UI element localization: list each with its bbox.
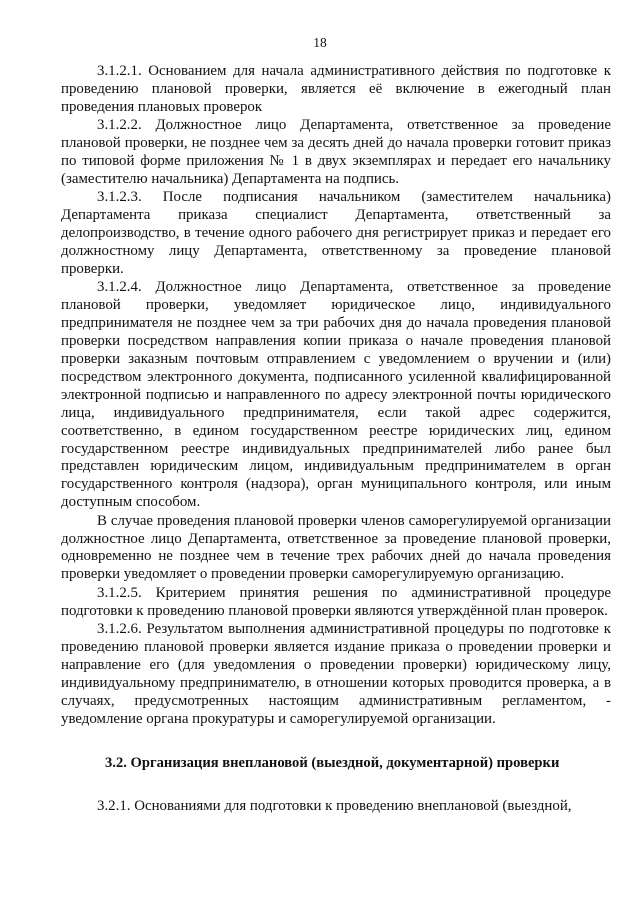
paragraph-3-1-2-2: 3.1.2.2. Должностное лицо Департамента, ответственное за проведение плановой проверки, не позднее чем за десять дней до начала проверки готовит приказ по типовой форме приложения № 1 в двух экземплярах и передает его начальнику (заместителю начальника) Департамента на подпись. xyxy=(61,117,611,187)
paragraph-3-1-2-1: 3.1.2.1. Основанием для начала административного действия по подготовке к проведению плановой проверки, является её включение в ежегодный план проведения плановых проверок xyxy=(61,63,611,115)
paragraph-sro-notification: В случае проведения плановой проверки членов саморегулируемой организации должностное лицо Департамента, ответственное за проведение плановой проверки, одновременно не позднее чем в течение трех рабочих дней до начала проведения проверки уведомляет о проведении проверки саморегулируемую организацию. xyxy=(61,512,611,583)
section-heading: 3.2. Организация внеплановой (выездной, документарной) проверки xyxy=(105,754,560,771)
page-number: 18 xyxy=(313,35,327,50)
paragraph-3-1-2-4: 3.1.2.4. Должностное лицо Департамента, ответственное за проведение плановой проверки, уведомляет юридическое лицо, индивидуального предпринимателя не позднее чем за три рабочих дня до начала проведения плановой проверки посредством направления копии приказа о начале проведения плановой проверки заказным почтовым отправлением с уведомлением о вручении и (или) посредством электронного документа, подписанного усиленной квалифицированной электронной подписью и направленного по адресу электронной почты юридического лица, индивидуального предпринимателя, если такой адрес содержится, соответственно, в едином государственном реестре юридических лиц, едином государственном реестре индивидуальных предпринимателей либо ранее был представлен юридическим лицом, индивидуальным предпринимателем в орган государственного контроля (надзора), орган муниципального контроля, или иным доступным способом. xyxy=(61,279,611,511)
paragraph-3-1-2-5: 3.1.2.5. Критерием принятия решения по административной процедуре подготовки к проведению плановой проверки являются утверждённой план проверок. xyxy=(61,584,611,619)
document-body xyxy=(61,63,611,817)
paragraph-3-1-2-3: 3.1.2.3. После подписания начальником (заместителем начальника) Департамента приказа специалист Департамента, ответственный за делопроизводство, в течение одного рабочего дня регистрирует приказ и передает его должностному лицу Департамента, ответственному за проведение плановой проверки. xyxy=(61,189,611,277)
paragraph-3-2-1: 3.2.1. Основаниями для подготовки к проведению внеплановой (выездной, xyxy=(97,798,572,815)
paragraph-3-1-2-6: 3.1.2.6. Результатом выполнения административной процедуры по подготовке к проведению плановой проверки является издание приказа о проведении проверки и направление его (для уведомления о проведении проверки) юридическому лицу, индивидуальному предпринимателю, в отношении которых проводится проверка, а в случаях, предусмотренных настоящим административным регламентом, - уведомление органа прокуратуры и саморегулируемой организации. xyxy=(61,621,611,727)
